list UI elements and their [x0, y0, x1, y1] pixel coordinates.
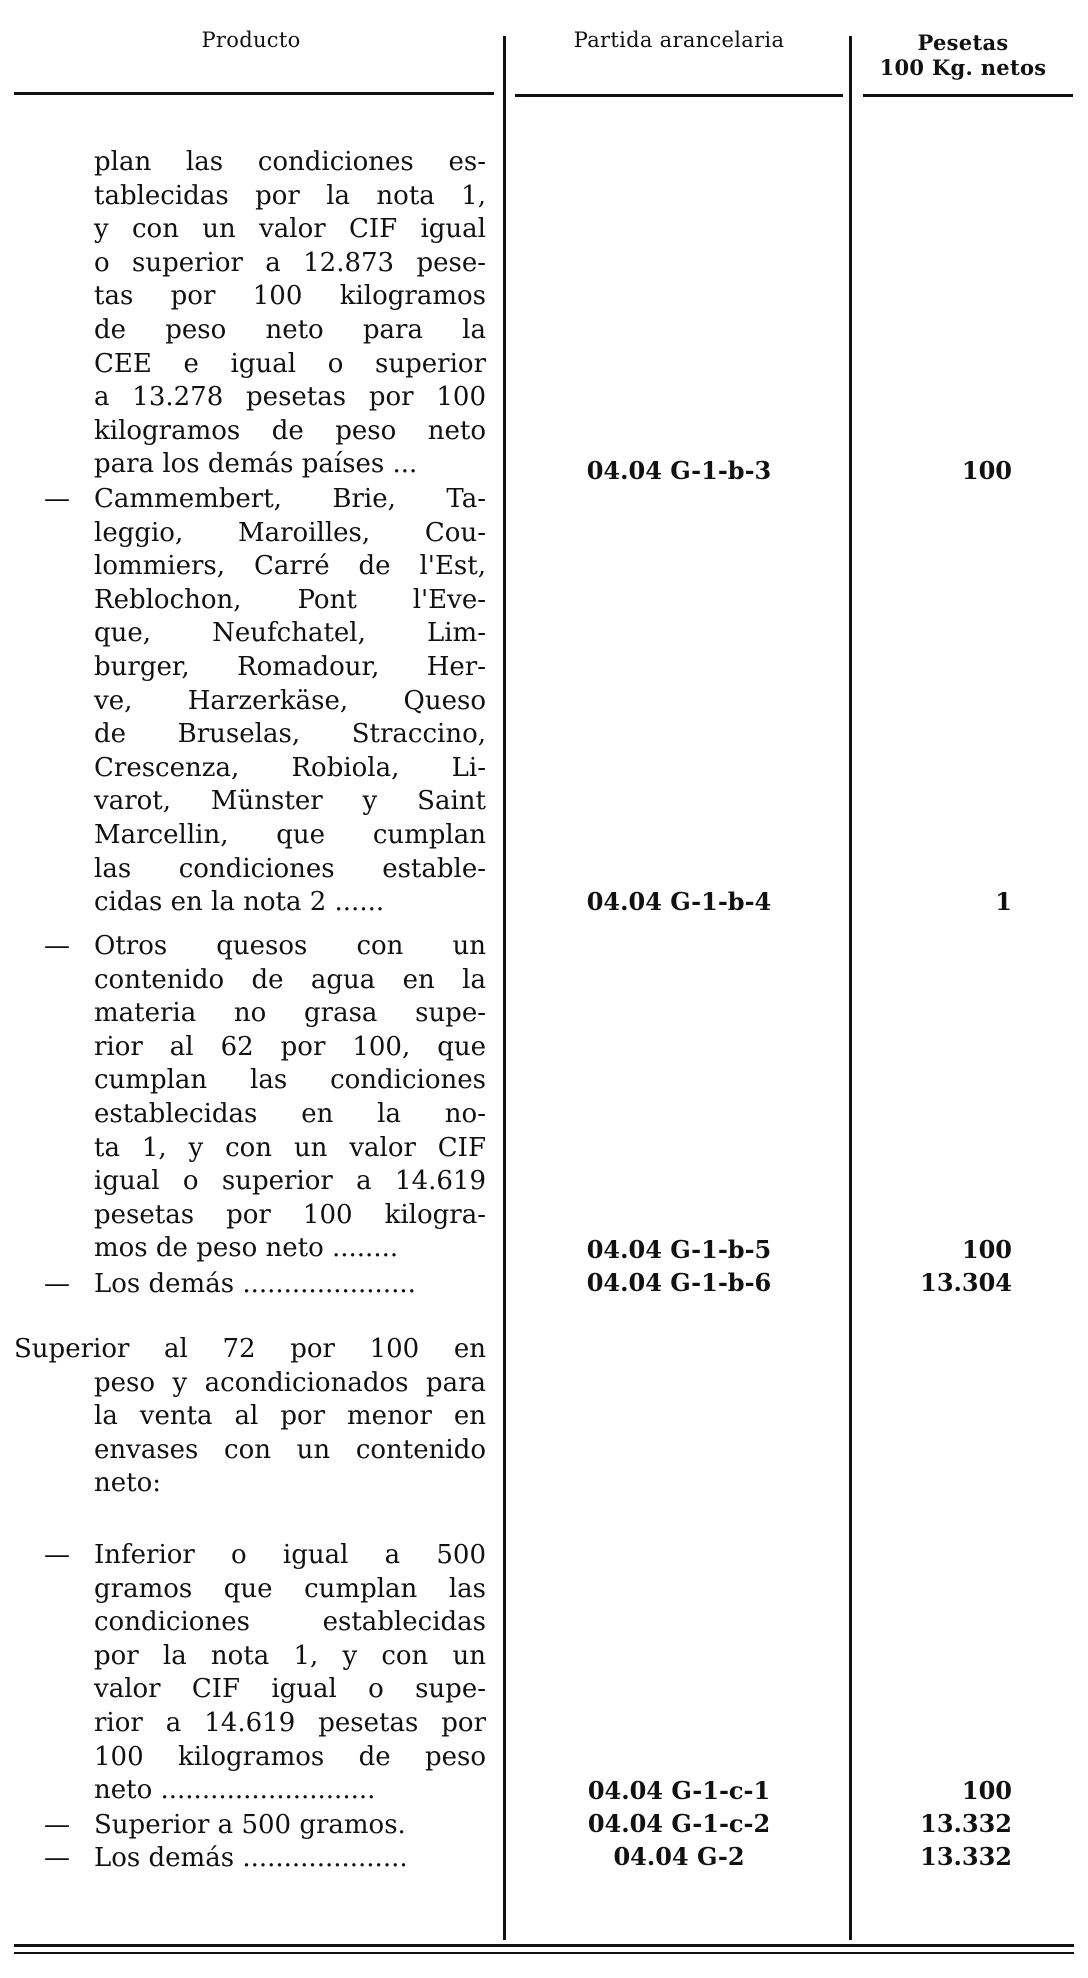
- product-text: contenido de agua en la: [94, 964, 486, 995]
- product-text-line: [0, 381, 502, 415]
- product-text-line: [0, 1064, 502, 1098]
- product-text-line: [0, 785, 502, 819]
- product-text-line: [0, 180, 502, 214]
- product-text-line: [0, 448, 502, 482]
- column-header-partida: Partida arancelaria: [573, 28, 785, 52]
- pesetas-value: 100: [961, 456, 1012, 485]
- product-text: tas por 100 kilogramos: [94, 281, 486, 312]
- product-text-line: [0, 314, 502, 348]
- product-text-line: [0, 1774, 502, 1808]
- product-text-line: [0, 1232, 502, 1266]
- bottom-rule-top: [14, 1944, 1074, 1947]
- product-text-line: [0, 1539, 502, 1573]
- product-text: tablecidas por la nota 1,: [94, 180, 486, 211]
- product-text: Marcellin, que cumplan: [94, 819, 486, 850]
- product-text-line: [0, 247, 502, 281]
- product-text: ta 1, y con un valor CIF: [94, 1132, 486, 1163]
- partida-value: 04.04 G-1-c-2: [587, 1809, 771, 1838]
- bottom-rule-bottom: [14, 1952, 1074, 1954]
- dash-marker: —: [44, 1843, 70, 1873]
- product-text-line: [0, 819, 502, 853]
- product-item: [0, 146, 502, 482]
- product-text-line: [0, 1842, 502, 1876]
- product-text-line: [0, 1741, 502, 1775]
- dash-marker: —: [44, 1269, 70, 1299]
- product-text: las condiciones estable-: [94, 853, 486, 884]
- product-text-line: [0, 1573, 502, 1607]
- product-text: por la nota 1, y con un: [94, 1640, 486, 1671]
- partida-value: 04.04 G-1-b-4: [586, 887, 772, 916]
- product-text-line: [0, 517, 502, 551]
- partida-value: 04.04 G-1-b-3: [586, 456, 772, 485]
- product-item: [0, 930, 502, 1266]
- product-text: plan las condiciones es-: [94, 147, 486, 177]
- product-text: lommiers, Carré de l'Est,: [94, 551, 486, 582]
- product-text-line: [0, 651, 502, 685]
- partida-value: 04.04 G-2: [613, 1842, 745, 1871]
- product-text: CEE e igual o superior: [94, 348, 486, 379]
- product-text: burger, Romadour, Her-: [94, 651, 486, 682]
- product-text-line: [0, 1673, 502, 1707]
- product-text: leggio, Maroilles, Cou-: [94, 517, 486, 548]
- product-text-line: [0, 213, 502, 247]
- product-text: peso y acondicionados para: [94, 1367, 486, 1398]
- product-text: para los demás países ...: [94, 449, 418, 480]
- product-text-line: [0, 1809, 502, 1843]
- product-text-line: [0, 964, 502, 998]
- product-text: de Bruselas, Straccino,: [94, 719, 486, 750]
- product-text-line: [0, 1098, 502, 1132]
- product-text-line: [0, 886, 502, 920]
- product-text: de peso neto para la: [94, 314, 486, 345]
- product-text-line: [0, 617, 502, 651]
- product-item: [0, 483, 502, 920]
- product-item: [0, 1333, 502, 1501]
- product-text-line: [0, 584, 502, 618]
- product-text-line: [0, 1132, 502, 1166]
- product-text-line: [0, 550, 502, 584]
- column-header-pesetas-line1: Pesetas: [917, 30, 1009, 55]
- column-divider-1: [503, 36, 506, 1940]
- product-text-line: [0, 146, 502, 180]
- product-text: Crescenza, Robiola, Li-: [94, 752, 486, 783]
- product-text: pesetas por 100 kilogra-: [94, 1199, 486, 1230]
- column-header-producto: Producto: [201, 28, 301, 52]
- product-text-line: [0, 280, 502, 314]
- product-text: Otros quesos con un: [94, 931, 486, 961]
- product-text-line: [0, 1640, 502, 1674]
- pesetas-value: 100: [961, 1235, 1012, 1264]
- pesetas-value: 13.332: [920, 1809, 1012, 1838]
- column-header-pesetas: [852, 30, 1074, 80]
- partida-value: 04.04 G-1-c-1: [587, 1776, 771, 1805]
- product-text: neto ..........................: [94, 1775, 376, 1806]
- product-text: varot, Münster y Saint: [94, 786, 486, 817]
- product-text-line: [0, 1400, 502, 1434]
- product-text: y con un valor CIF igual: [94, 214, 486, 245]
- dash-marker: —: [44, 1540, 70, 1570]
- product-text: Los demás ....................: [94, 1843, 408, 1873]
- product-text-line: [0, 1606, 502, 1640]
- dash-marker: —: [44, 1810, 70, 1840]
- product-text: Inferior o igual a 500: [94, 1540, 486, 1570]
- product-text-line: [0, 1199, 502, 1233]
- dash-marker: —: [44, 931, 70, 961]
- product-text: que, Neufchatel, Lim-: [94, 618, 486, 649]
- dash-marker: —: [44, 484, 70, 514]
- product-text: o superior a 12.873 pese-: [94, 247, 486, 278]
- product-text: igual o superior a 14.619: [94, 1166, 486, 1197]
- product-text-line: [0, 1333, 502, 1367]
- product-text-line: [0, 1268, 502, 1302]
- product-text-line: [0, 853, 502, 887]
- product-text-line: [0, 997, 502, 1031]
- product-text: cumplan las condiciones: [94, 1065, 486, 1096]
- partida-value: 04.04 G-1-b-6: [586, 1268, 772, 1297]
- partida-value: 04.04 G-1-b-5: [586, 1235, 772, 1264]
- product-text-line: [0, 1031, 502, 1065]
- header-rule-pesetas: [863, 94, 1073, 97]
- product-text: gramos que cumplan las: [94, 1573, 486, 1604]
- header-rule-producto: [14, 92, 494, 95]
- product-item: [0, 1268, 502, 1302]
- product-text-line: [0, 1367, 502, 1401]
- product-text: materia no grasa supe-: [94, 998, 486, 1029]
- product-text: Reblochon, Pont l'Eve-: [94, 584, 486, 615]
- product-item: [0, 1809, 502, 1843]
- pesetas-value: 1: [995, 887, 1012, 916]
- header-rule-partida: [515, 94, 843, 97]
- product-text-line: [0, 930, 502, 964]
- product-text-line: [0, 752, 502, 786]
- product-item: [0, 1539, 502, 1808]
- product-text: kilogramos de peso neto: [94, 415, 486, 446]
- product-text: rior al 62 por 100, que: [94, 1031, 486, 1062]
- product-text: Los demás .....................: [94, 1269, 416, 1299]
- product-text-line: [0, 685, 502, 719]
- product-text: la venta al por menor en: [94, 1401, 486, 1432]
- product-text: ve, Harzerkäse, Queso: [94, 685, 486, 716]
- product-text: cidas en la nota 2 ......: [94, 887, 385, 918]
- product-text: mos de peso neto ........: [94, 1233, 399, 1264]
- product-text-line: [0, 483, 502, 517]
- product-text: 100 kilogramos de peso: [94, 1741, 486, 1772]
- column-divider-2: [849, 36, 852, 1940]
- product-text: Cammembert, Brie, Ta-: [94, 484, 486, 514]
- product-text-line: [0, 1434, 502, 1468]
- pesetas-value: 13.332: [920, 1842, 1012, 1871]
- product-text: establecidas en la no-: [94, 1098, 486, 1129]
- product-text: neto:: [94, 1468, 161, 1499]
- product-text: Superior al 72 por 100 en: [14, 1334, 486, 1364]
- product-text: envases con un contenido: [94, 1434, 486, 1465]
- product-text: rior a 14.619 pesetas por: [94, 1707, 486, 1738]
- column-header-pesetas-line2: 100 Kg. netos: [879, 55, 1047, 80]
- product-text: Superior a 500 gramos.: [94, 1810, 406, 1840]
- product-text: valor CIF igual o supe-: [94, 1674, 486, 1705]
- product-text-line: [0, 1467, 502, 1501]
- product-text-line: [0, 348, 502, 382]
- product-text-line: [0, 1165, 502, 1199]
- pesetas-value: 100: [961, 1776, 1012, 1805]
- product-text-line: [0, 718, 502, 752]
- product-text-line: [0, 415, 502, 449]
- product-text: condiciones establecidas: [94, 1607, 486, 1638]
- pesetas-value: 13.304: [920, 1268, 1012, 1297]
- product-item: [0, 1842, 502, 1876]
- product-text: a 13.278 pesetas por 100: [94, 382, 486, 413]
- product-text-line: [0, 1707, 502, 1741]
